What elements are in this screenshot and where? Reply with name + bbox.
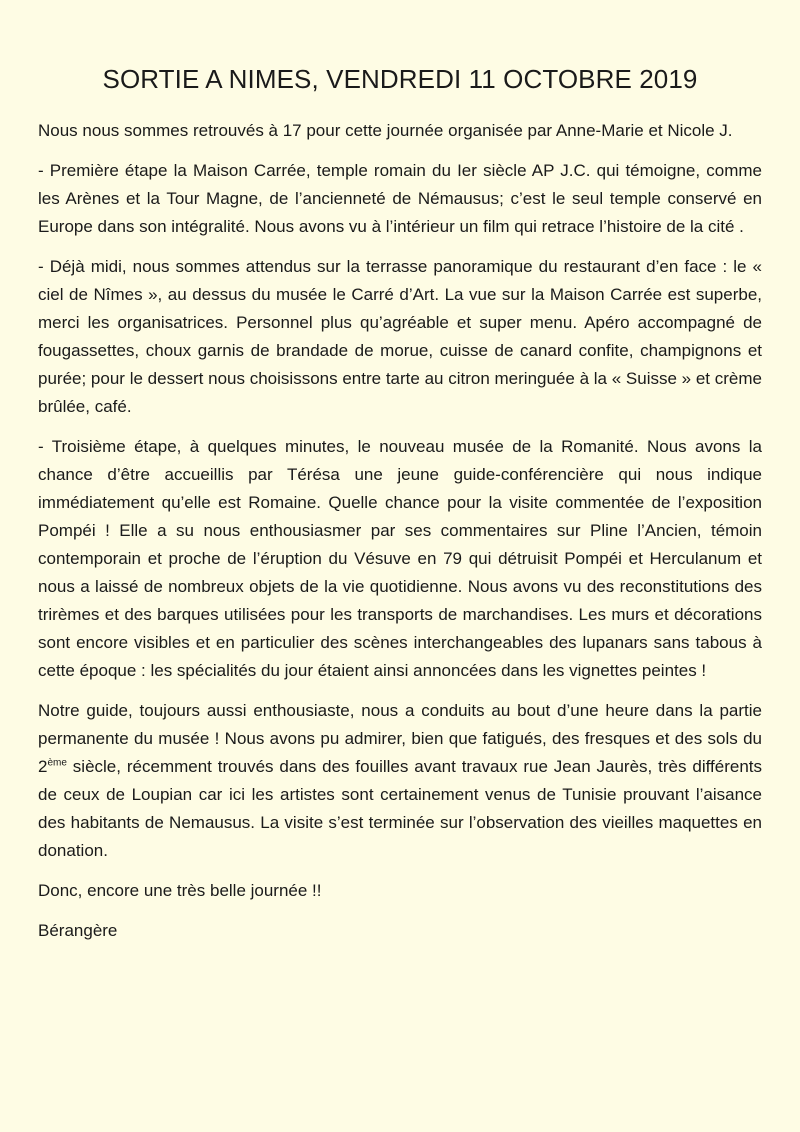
intro-paragraph: Nous nous sommes retrouvés à 17 pour cette journée organisée par Anne-Marie et Nicole J. bbox=[38, 121, 733, 140]
step-three-paragraph: - Troisième étape, à quelques minutes, le nouveau musée de la Romanité. Nous avons la chance d’être accueillis par Térésa une jeune guide-conférencière qui nous indique immédiatement qu’elle est Romaine. Quelle chance pour la visite commentée de l’exposition Pompéi ! Elle a su nous enthousiasmer par ses commentaires sur Pline l’Ancien, témoin contemporain et proche de l’éruption du Vésuve en 79 qui détruisit Pompéi et Herculanum et nous a laissé de nombreux objets de la vie quotidienne. Nous avons vu des reconstitutions des trirèmes et des barques utilisées pour les transports de marchandises. Les murs et décorations sont encore visibles et en particulier des scènes interchangeables des lupanars sans tabous à cette époque : les spécialités du jour étaient ainsi annoncées dans les vignettes peintes ! bbox=[38, 437, 762, 680]
signature: Bérangère bbox=[38, 921, 118, 940]
century-superscript: ème bbox=[47, 757, 67, 769]
guide-text-end: siècle, récemment trouvés dans des fouilles avant travaux rue Jean Jaurès, très différents de ceux de Loupian car ici les artistes sont certainement venus de Tunisie prouvant l’aisance des habitants de Nemausus. La visite s’est terminée sur l’observation des vieilles maquettes en donation. bbox=[38, 757, 762, 860]
guide-text-start: Notre guide, toujours aussi enthousiaste, nous a conduits au bout d’une heure dans la partie permanente du musée ! Nous avons pu admirer, bien que fatigués, des fresques et des sols du 2 bbox=[38, 701, 762, 776]
guide-paragraph bbox=[38, 697, 762, 865]
closing-paragraph: Donc, encore une très belle journée !! bbox=[38, 881, 322, 900]
page-title: SORTIE A NIMES, VENDREDI 11 OCTOBRE 2019 bbox=[102, 64, 698, 94]
step-one-paragraph: - Première étape la Maison Carrée, temple romain du Ier siècle AP J.C. qui témoigne, comme les Arènes et la Tour Magne, de l’ancienneté de Némausus; c’est le seul temple conservé en Europe dans son intégralité. Nous avons vu à l’intérieur un film qui retrace l’histoire de la cité . bbox=[38, 161, 762, 236]
step-two-paragraph: - Déjà midi, nous sommes attendus sur la terrasse panoramique du restaurant d’en face : le « ciel de Nîmes », au dessus du musée le Carré d’Art. La vue sur la Maison Carrée est superbe, merci les organisatrices. Personnel plus qu’agréable et super menu. Apéro accompagné de fougassettes, choux garnis de brandade de morue, cuisse de canard confite, champignons et purée; pour le dessert nous choisissons entre tarte au citron meringuée à la « Suisse » et crème brûlée, café. bbox=[38, 257, 762, 416]
